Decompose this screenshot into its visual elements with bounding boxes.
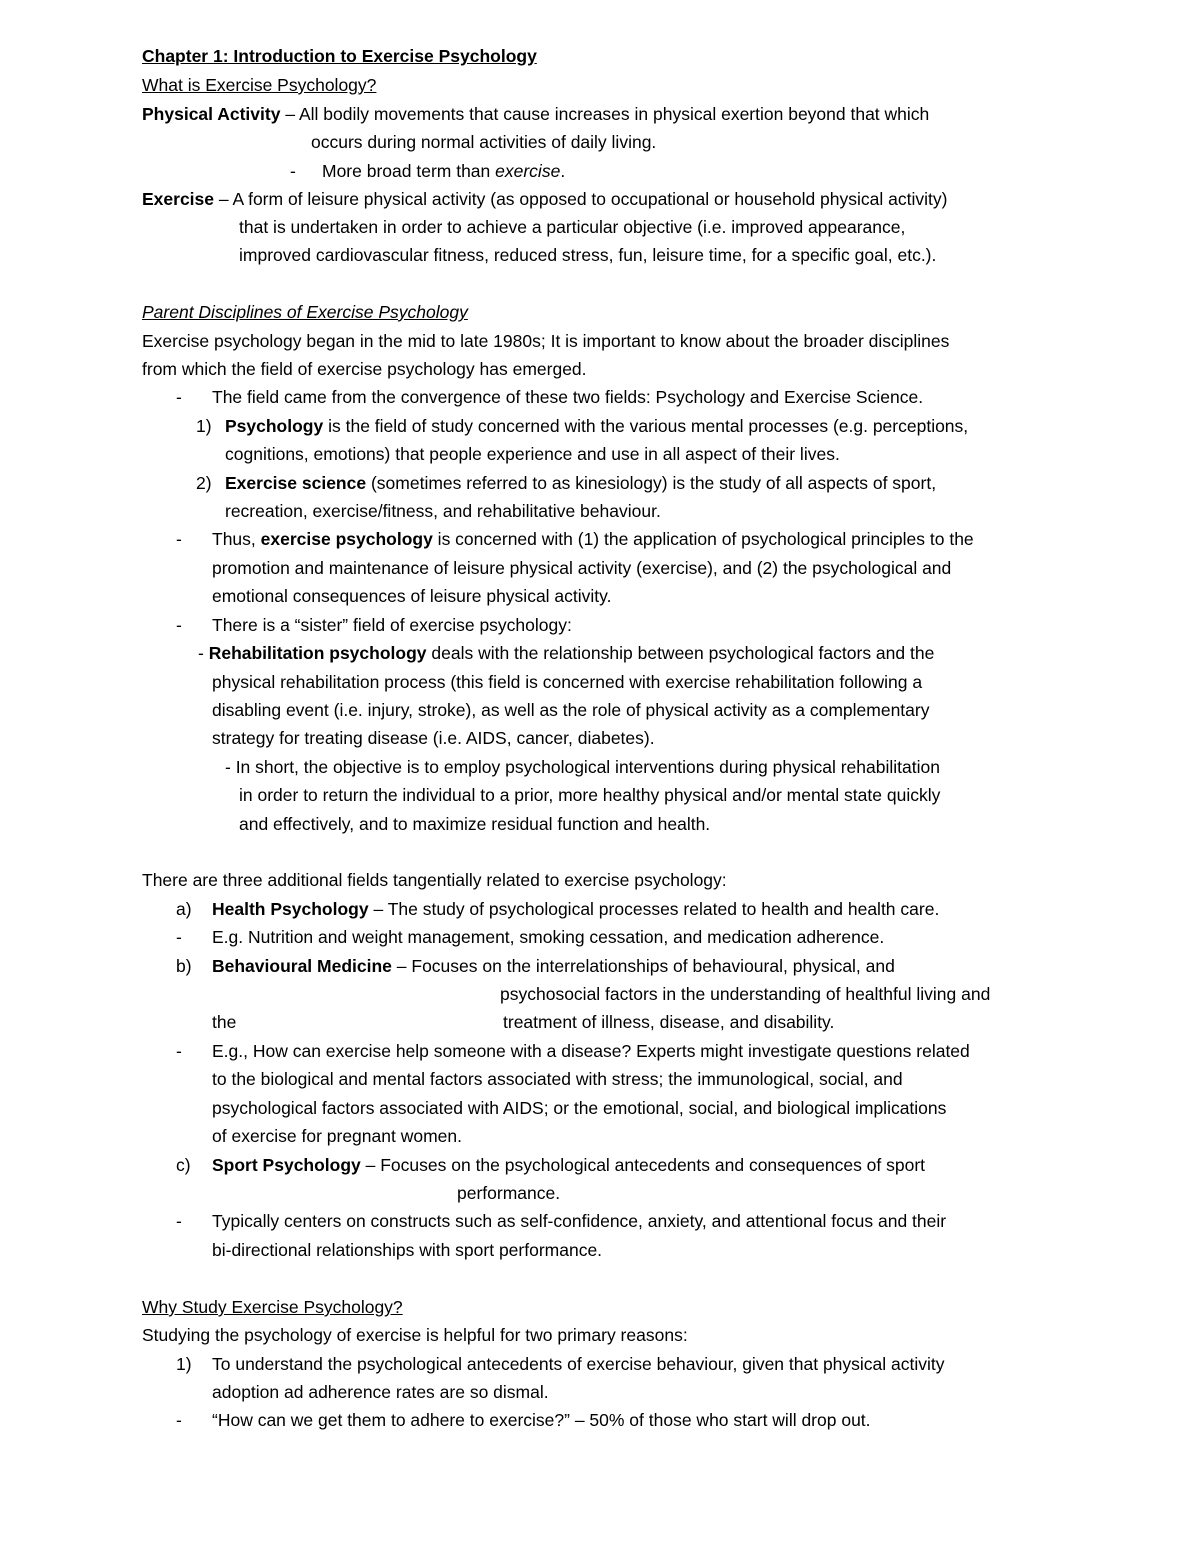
list-letter-b: b)	[176, 956, 192, 976]
reason-1-line-1: To understand the psychological antecedents of exercise behaviour, given that physical activity	[212, 1354, 945, 1374]
rehab-line-1: - Rehabilitation psychology deals with the relationship between psychological factors and the	[198, 643, 935, 663]
sister-field-line: There is a “sister” field of exercise psychology:	[212, 615, 572, 635]
exercise-term: Exercise	[142, 189, 215, 209]
bullet-dash: -	[176, 1410, 182, 1430]
sport-psychology-def-line-2: performance.	[457, 1183, 561, 1203]
exercise-def-line-2: that is undertaken in order to achieve a particular objective (i.e. improved appearance,	[239, 217, 906, 237]
convergence-line: The field came from the convergence of these two fields: Psychology and Exercise Science.	[212, 387, 924, 407]
exercise-def-line-3: improved cardiovascular fitness, reduced stress, fun, leisure time, for a specific goal, etc.).	[239, 245, 937, 265]
bullet-dash: -	[176, 927, 182, 947]
behavioural-medicine-def-line-3: treatment of illness, disease, and disability.	[503, 1012, 835, 1032]
parent-paragraph-line-2: from which the field of exercise psychology has emerged.	[142, 359, 587, 379]
behavioural-medicine-the: the	[212, 1012, 237, 1032]
psychology-definition: Psychology is the field of study concerned with the various mental processes (e.g. perceptions,	[225, 416, 969, 436]
list-number-1: 1)	[176, 1354, 192, 1374]
parent-disciplines-heading: Parent Disciplines of Exercise Psychology	[142, 302, 468, 322]
rehab-line-2: physical rehabilitation process (this field is concerned with exercise rehabilitation following a	[212, 672, 923, 692]
thus-line-3: emotional consequences of leisure physical activity.	[212, 586, 612, 606]
bullet-dash: -	[176, 387, 182, 407]
list-number-2: 2)	[196, 473, 212, 493]
exercise-science-def-line-2: recreation, exercise/fitness, and rehabilitative behaviour.	[225, 501, 661, 521]
behavioural-medicine-def-line-2: psychosocial factors in the understanding of healthful living and	[500, 984, 991, 1004]
bullet-dash: -	[290, 161, 296, 181]
health-psychology-definition: Health Psychology – The study of psychological processes related to health and health care.	[212, 899, 940, 919]
what-is-heading: What is Exercise Psychology?	[142, 75, 377, 95]
behavioural-medicine-example-1: E.g., How can exercise help someone with a disease? Experts might investigate questions related	[212, 1041, 970, 1061]
in-short-line-3: and effectively, and to maximize residual function and health.	[239, 814, 711, 834]
list-letter-c: c)	[176, 1155, 191, 1175]
parent-paragraph-line-1: Exercise psychology began in the mid to late 1980s; It is important to know about the broader disciplines	[142, 331, 950, 351]
physical-activity-definition	[142, 103, 929, 125]
in-short-line-1: - In short, the objective is to employ psychological interventions during physical rehabilitation	[225, 757, 940, 777]
psychology-def-line-2: cognitions, emotions) that people experience and use in all aspect of their lives.	[225, 444, 840, 464]
physical-activity-term: Physical Activity	[142, 104, 281, 124]
behavioural-medicine-example-4: of exercise for pregnant women.	[212, 1126, 462, 1146]
sport-psychology-example-2: bi-directional relationships with sport performance.	[212, 1240, 603, 1260]
bullet-dash: -	[176, 1041, 182, 1061]
list-letter-a: a)	[176, 899, 192, 919]
behavioural-medicine-example-3: psychological factors associated with AIDS; or the emotional, social, and biological implications	[212, 1098, 947, 1118]
sport-psychology-definition: Sport Psychology – Focuses on the psychological antecedents and consequences of sport	[212, 1155, 926, 1175]
adherence-question: “How can we get them to adhere to exercise?” – 50% of those who start will drop out.	[212, 1410, 871, 1430]
physical-activity-def-line-1: – All bodily movements that cause increases in physical exertion beyond that which	[280, 104, 930, 124]
thus-line-2: promotion and maintenance of leisure physical activity (exercise), and (2) the psychological and	[212, 558, 952, 578]
health-psychology-example: E.g. Nutrition and weight management, smoking cessation, and medication adherence.	[212, 927, 885, 947]
behavioural-medicine-definition: Behavioural Medicine – Focuses on the interrelationships of behavioural, physical, and	[212, 956, 895, 976]
bullet-dash: -	[176, 615, 182, 635]
why-study-paragraph: Studying the psychology of exercise is helpful for two primary reasons:	[142, 1325, 688, 1345]
sport-psychology-example-1: Typically centers on constructs such as self-confidence, anxiety, and attentional focus and their	[212, 1211, 947, 1231]
exercise-definition: Exercise – A form of leisure physical activity (as opposed to occupational or household physical activity)	[142, 189, 948, 209]
in-short-line-2: in order to return the individual to a prior, more healthy physical and/or mental state quickly	[239, 785, 941, 805]
bullet-dash: -	[176, 529, 182, 549]
bullet-dash: -	[176, 1211, 182, 1231]
broad-term-note: More broad term than exercise.	[322, 161, 566, 181]
list-number-1: 1)	[196, 416, 212, 436]
three-fields-line: There are three additional fields tangentially related to exercise psychology:	[142, 870, 727, 890]
rehab-line-4: strategy for treating disease (i.e. AIDS, cancer, diabetes).	[212, 728, 655, 748]
physical-activity-def-line-2: occurs during normal activities of daily living.	[311, 132, 657, 152]
chapter-title: Chapter 1: Introduction to Exercise Psychology	[142, 46, 537, 66]
rehab-line-3: disabling event (i.e. injury, stroke), as well as the role of physical activity as a complementary	[212, 700, 930, 720]
why-study-heading: Why Study Exercise Psychology?	[142, 1297, 403, 1317]
reason-1-line-2: adoption ad adherence rates are so dismal.	[212, 1382, 549, 1402]
behavioural-medicine-example-2: to the biological and mental factors associated with stress; the immunological, social, and	[212, 1069, 903, 1089]
thus-line-1: Thus, exercise psychology is concerned with (1) the application of psychological principles to the	[212, 529, 974, 549]
exercise-science-definition: Exercise science (sometimes referred to as kinesiology) is the study of all aspects of sport,	[225, 473, 937, 493]
